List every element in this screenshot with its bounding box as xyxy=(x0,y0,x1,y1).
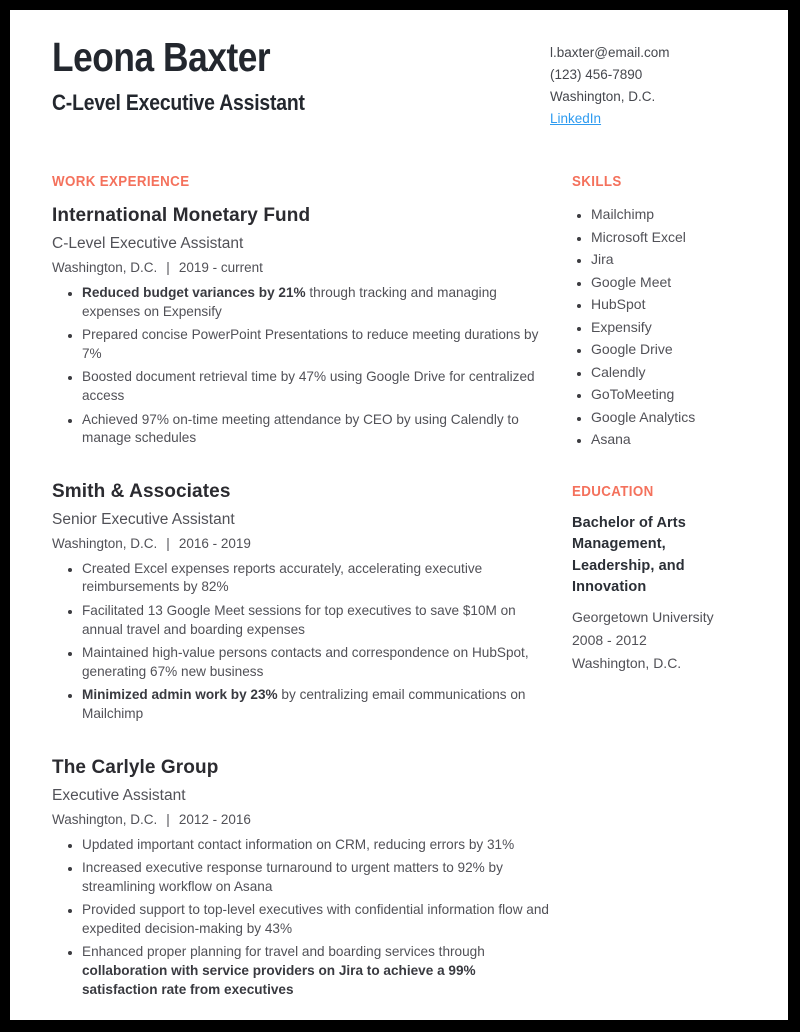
job-entry xyxy=(52,481,552,724)
work-experience-section xyxy=(52,174,552,1004)
job-dates: 2016 - 2019 xyxy=(178,535,251,551)
company-name: The Carlyle Group xyxy=(52,756,219,778)
job-bullet xyxy=(82,284,552,321)
resume-header xyxy=(52,34,743,130)
education-heading: EDUCATION xyxy=(572,483,654,500)
name-block xyxy=(52,34,339,116)
meta-separator: | xyxy=(166,811,170,827)
job-bullets xyxy=(52,560,552,724)
job-bullet xyxy=(82,602,552,639)
bullet-text: Achieved 97% on-time meeting attendance by CEO by using Calendly to manage schedules xyxy=(82,411,519,446)
skill-item: • HubSpot xyxy=(591,293,765,316)
job-bullet xyxy=(82,368,552,405)
skill-item: • Calendly xyxy=(591,361,765,384)
skill-item: • Google Meet xyxy=(591,271,765,294)
skills-heading: SKILLS xyxy=(572,174,622,190)
job-bullet xyxy=(82,859,552,896)
job-bullets xyxy=(52,836,552,1000)
job-title: C-Level Executive Assistant xyxy=(52,235,244,252)
bullet-text: Facilitated 13 Google Meet sessions for top executives to save $10M on annual travel and boarding expenses xyxy=(82,602,516,637)
job-bullet xyxy=(82,836,552,855)
job-bullet xyxy=(82,901,552,938)
job-location: Washington, D.C. xyxy=(52,535,158,551)
job-location: Washington, D.C. xyxy=(52,811,158,827)
skill-item: • Jira xyxy=(591,248,765,271)
bullet-text: Provided support to top-level executives with confidential information flow and expedited decision-making by 43% xyxy=(82,902,549,936)
bullet-text: Minimized admin work by 23% xyxy=(82,687,278,703)
meta-separator: | xyxy=(166,260,170,275)
resume-page xyxy=(10,10,788,1020)
contact-email: l.baxter@email.com xyxy=(550,45,670,60)
job-bullet xyxy=(82,411,552,448)
education-location: Washington, D.C. xyxy=(572,654,682,671)
sidebar-column xyxy=(572,174,765,1004)
job-meta xyxy=(52,536,552,551)
bullet-text: Reduced budget variances by 21% xyxy=(82,285,306,300)
education-entry xyxy=(572,513,765,675)
bullet-text: through tracking and managing expenses on Expensify xyxy=(82,285,497,319)
bullet-text: Updated important contact information on CRM, reducing errors by 31% xyxy=(82,836,515,852)
work-experience-heading: WORK EXPERIENCE xyxy=(52,174,190,190)
company-name: International Monetary Fund xyxy=(52,205,311,226)
bullet-text: Boosted document retrieval time by 47% using Google Drive for centralized access xyxy=(82,369,535,403)
job-location: Washington, D.C. xyxy=(52,260,158,275)
bullet-text: collaboration with service providers on Jira to achieve a 99% satisfaction rate from executives xyxy=(82,963,476,997)
education-dates: 2008 - 2012 xyxy=(572,631,647,648)
linkedin-link[interactable]: LinkedIn xyxy=(550,111,602,126)
skills-list xyxy=(572,203,765,451)
skill-item: • Google Analytics xyxy=(591,406,765,429)
contact-phone: (123) 456-7890 xyxy=(550,67,643,82)
degree-name: Bachelor of Arts Management, Leadership, and Innovation xyxy=(572,514,686,595)
job-bullet xyxy=(82,644,552,681)
school-name: Georgetown University xyxy=(572,608,714,625)
jobs-list xyxy=(52,205,552,999)
meta-separator: | xyxy=(166,535,170,551)
company-name: Smith & Associates xyxy=(52,480,231,502)
skill-item: • Microsoft Excel xyxy=(591,226,765,249)
bullet-text: Enhanced proper planning for travel and boarding services through xyxy=(82,944,485,960)
person-job-title: C-Level Executive Assistant xyxy=(52,90,305,116)
contact-info xyxy=(550,34,743,130)
job-entry xyxy=(52,205,552,448)
skill-item: • GoToMeeting xyxy=(591,383,765,406)
person-name: Leona Baxter xyxy=(52,34,271,80)
skill-item: • Google Drive xyxy=(591,338,765,361)
job-entry xyxy=(52,757,552,1000)
job-meta xyxy=(52,812,552,827)
job-dates: 2012 - 2016 xyxy=(178,811,251,827)
job-bullets xyxy=(52,284,552,448)
resume-columns xyxy=(52,174,743,1004)
bullet-text: Maintained high-value persons contacts and correspondence on HubSpot, generating 67% new business xyxy=(82,645,529,679)
bullet-text: Created Excel expenses reports accurately, accelerating executive reimbursements by 82% xyxy=(82,560,483,595)
job-title: Senior Executive Assistant xyxy=(52,510,235,528)
contact-location: Washington, D.C. xyxy=(550,89,656,104)
bullet-text: Prepared concise PowerPoint Presentations to reduce meeting durations by 7% xyxy=(82,327,539,361)
job-bullet xyxy=(82,686,552,723)
bullet-text: by centralizing email communications on Mailchimp xyxy=(82,687,526,721)
job-bullet xyxy=(82,943,552,999)
job-title: Executive Assistant xyxy=(52,786,186,804)
skill-item: • Mailchimp xyxy=(591,203,765,226)
skill-item: • Asana xyxy=(591,428,765,451)
skill-item: • Expensify xyxy=(591,316,765,339)
job-meta xyxy=(52,260,552,275)
bullet-text: Increased executive response turnaround to urgent matters to 92% by streamlining workflow on Asana xyxy=(82,860,503,894)
job-dates: 2019 - current xyxy=(178,260,263,275)
job-bullet xyxy=(82,326,552,363)
job-bullet xyxy=(82,560,552,597)
